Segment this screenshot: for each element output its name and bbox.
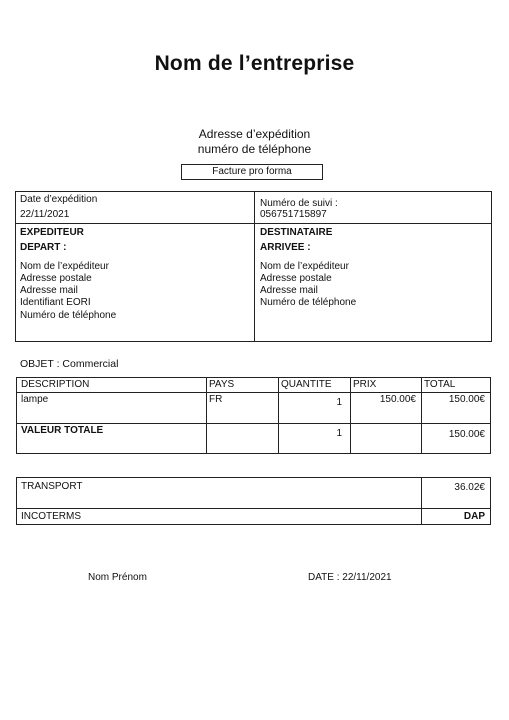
total-value: 150.00€ bbox=[448, 429, 485, 440]
ship-date: 22/11/2021 bbox=[20, 209, 70, 220]
phone-number: numéro de téléphone bbox=[197, 142, 312, 156]
column-header-country: PAYS bbox=[209, 379, 235, 390]
total-value-label: VALEUR TOTALE bbox=[21, 425, 104, 436]
sender-line: Numéro de téléphone bbox=[20, 310, 117, 321]
shipping-address: Adresse d’expédition bbox=[198, 127, 311, 141]
incoterms-label: INCOTERMS bbox=[21, 511, 81, 522]
item-total: 150.00€ bbox=[448, 394, 485, 405]
sender-line: Nom de l’expéditeur bbox=[20, 261, 109, 272]
item-quantity: 1 bbox=[336, 397, 342, 408]
tracking-number: 056751715897 bbox=[260, 209, 327, 220]
charges-table bbox=[16, 477, 491, 525]
sender-title: EXPEDITEUR bbox=[20, 227, 84, 238]
item-price: 150.00€ bbox=[379, 394, 416, 405]
column-header-description: DESCRIPTION bbox=[21, 379, 90, 390]
item-country: FR bbox=[209, 394, 223, 405]
transport-value: 36.02€ bbox=[454, 482, 485, 493]
signatory-name: Nom Prénom bbox=[88, 572, 147, 583]
total-quantity: 1 bbox=[336, 428, 342, 439]
column-header-quantity: QUANTITE bbox=[281, 379, 332, 390]
column-header-price: PRIX bbox=[353, 379, 377, 390]
recipient-line: Numéro de téléphone bbox=[260, 297, 357, 308]
object-line: OBJET : Commercial bbox=[20, 358, 119, 370]
sender-line: Identifiant EORI bbox=[20, 297, 91, 308]
document-type-badge: Facture pro forma bbox=[181, 164, 323, 180]
ship-date-label: Date d’expédition bbox=[20, 194, 98, 205]
transport-label: TRANSPORT bbox=[21, 481, 83, 492]
tracking-label: Numéro de suivi : bbox=[260, 198, 338, 209]
signature-date: DATE : 22/11/2021 bbox=[308, 572, 392, 583]
recipient-line: Nom de l’expéditeur bbox=[260, 261, 349, 272]
incoterms-value: DAP bbox=[463, 511, 485, 522]
sender-line: Adresse postale bbox=[20, 273, 92, 284]
item-description: lampe bbox=[21, 394, 49, 405]
company-name: Nom de l’entreprise bbox=[154, 52, 355, 75]
recipient-line: Adresse mail bbox=[260, 285, 318, 296]
recipient-line: Adresse postale bbox=[260, 273, 332, 284]
departure-label: DEPART : bbox=[20, 242, 67, 253]
sender-line: Adresse mail bbox=[20, 285, 78, 296]
arrival-label: ARRIVEE : bbox=[260, 242, 311, 253]
recipient-title: DESTINATAIRE bbox=[260, 227, 333, 238]
column-header-total: TOTAL bbox=[424, 379, 456, 390]
